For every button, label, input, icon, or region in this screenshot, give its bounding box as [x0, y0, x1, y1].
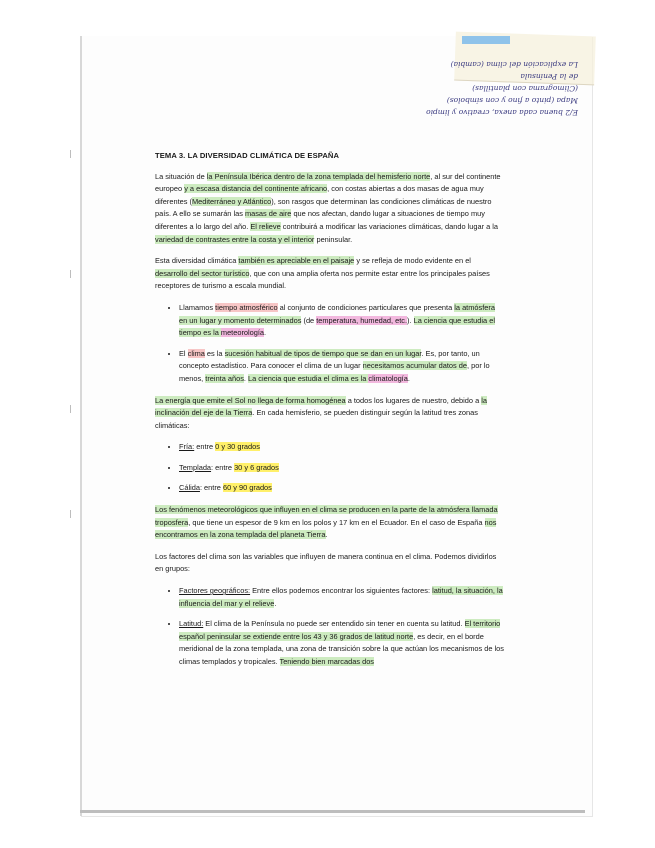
paragraph-intro: La situación de la Península Ibérica dentro de la zona templada del hemisferio norte, al sur del continente europeo y a escasa distancia del continente africano, con costas abiertas a dos masas de agua muy diferentes (Mediterráneo y Atlántico), son rasgos que determinan las condiciones climáticas de nuestro país. A ello se sumarán las masas de aire que nos afectan, dando lugar a situaciones de tiempo muy diferentes a lo largo del año. El relieve contribuirá a modificar las variaciones climáticas, dando lugar a la variedad de contrastes entre la costa y el interior peninsular. [155, 171, 501, 244]
paragraph-energy: La energía que emite el Sol no llega de forma homogénea a todos los lugares de nuestro, debido a la inclinación del eje de la Tierra. En cada hemisferio, se pueden distinguir según la latitud tres zonas climáticas: [155, 395, 488, 430]
blue-tab [462, 36, 510, 44]
list-item: • Latitud: El clima de la Península no puede ser entendido sin tener en cuenta su latitud. El territorio español peninsular se extiende entre los 43 y 36 grados de latitud norte, es decir, en el borde meridional de la zona templada, una zona de transición sobre la que actúan los mecanismos de los climas templados y tropicales. Teniendo bien marcadas dos [179, 618, 505, 668]
note-line: Mapa (pinto a fino y con símbolos) [446, 96, 578, 105]
definitions-list [155, 302, 505, 386]
document-body [155, 150, 505, 678]
note-line: (Climograma con plantillas) [472, 84, 578, 93]
paragraph-diversity: Esta diversidad climática también es apreciable en el paisaje y se refleja de modo evidente en el desarrollo del sector turístico, que con una amplia oferta nos permite estar entre los principales países receptores de turismo a escala mundial. [155, 256, 490, 291]
list-item: • Factores geográficos: Entre ellos podemos encontrar los siguientes factores: latitud, la situación, la influencia del mar y el relieve. [179, 585, 505, 610]
note-line: E/2 buena cada anexa, creativo y limpio [426, 108, 578, 117]
paragraph-troposphere: Los fenómenos meteorológicos que influyen en el clima se producen en la parte de la atmósfera llamada troposfera, que tiene un espesor de 9 km en los polos y 17 km en el Ecuador. En el caso de España nos encontramos en la zona templada del planeta Tierra. [155, 505, 498, 540]
handwritten-notes [378, 58, 578, 118]
page-title: TEMA 3. LA DIVERSIDAD CLIMÁTICA DE ESPAÑA [155, 151, 340, 160]
zones-list [155, 441, 505, 495]
paragraph-factors: Los factores del clima son las variables que influyen de manera continua en el clima. Podemos dividirlos en grupos: [155, 551, 497, 574]
binder-marks [70, 150, 78, 650]
list-item: • Cálida: entre 60 y 90 grados [179, 482, 505, 495]
list-item: • El clima es la sucesión habitual de tipos de tiempo que se dan en un lugar. Es, por tanto, un concepto estadístico. Para conocer el clima de un lugar necesitamos acumular datos de, por lo menos, treinta años. La ciencia que estudia el clima es la climatología. [179, 348, 505, 386]
list-item: • Templada: entre 30 y 6 grados [179, 462, 505, 475]
factors-list [155, 585, 505, 669]
note-line: de la Península [520, 72, 578, 81]
note-line: La explicación del clima (cambia) [450, 60, 578, 69]
page-bottom-edge [80, 810, 585, 813]
list-item: • Llamamos tiempo atmosférico al conjunto de condiciones particulares que presenta la atmósfera en un lugar y momento determinados (de temperatura, humedad, etc.). La ciencia que estudia el tiempo es la meteorología. [179, 302, 505, 340]
list-item: • Fría: entre 0 y 30 grados [179, 441, 505, 454]
